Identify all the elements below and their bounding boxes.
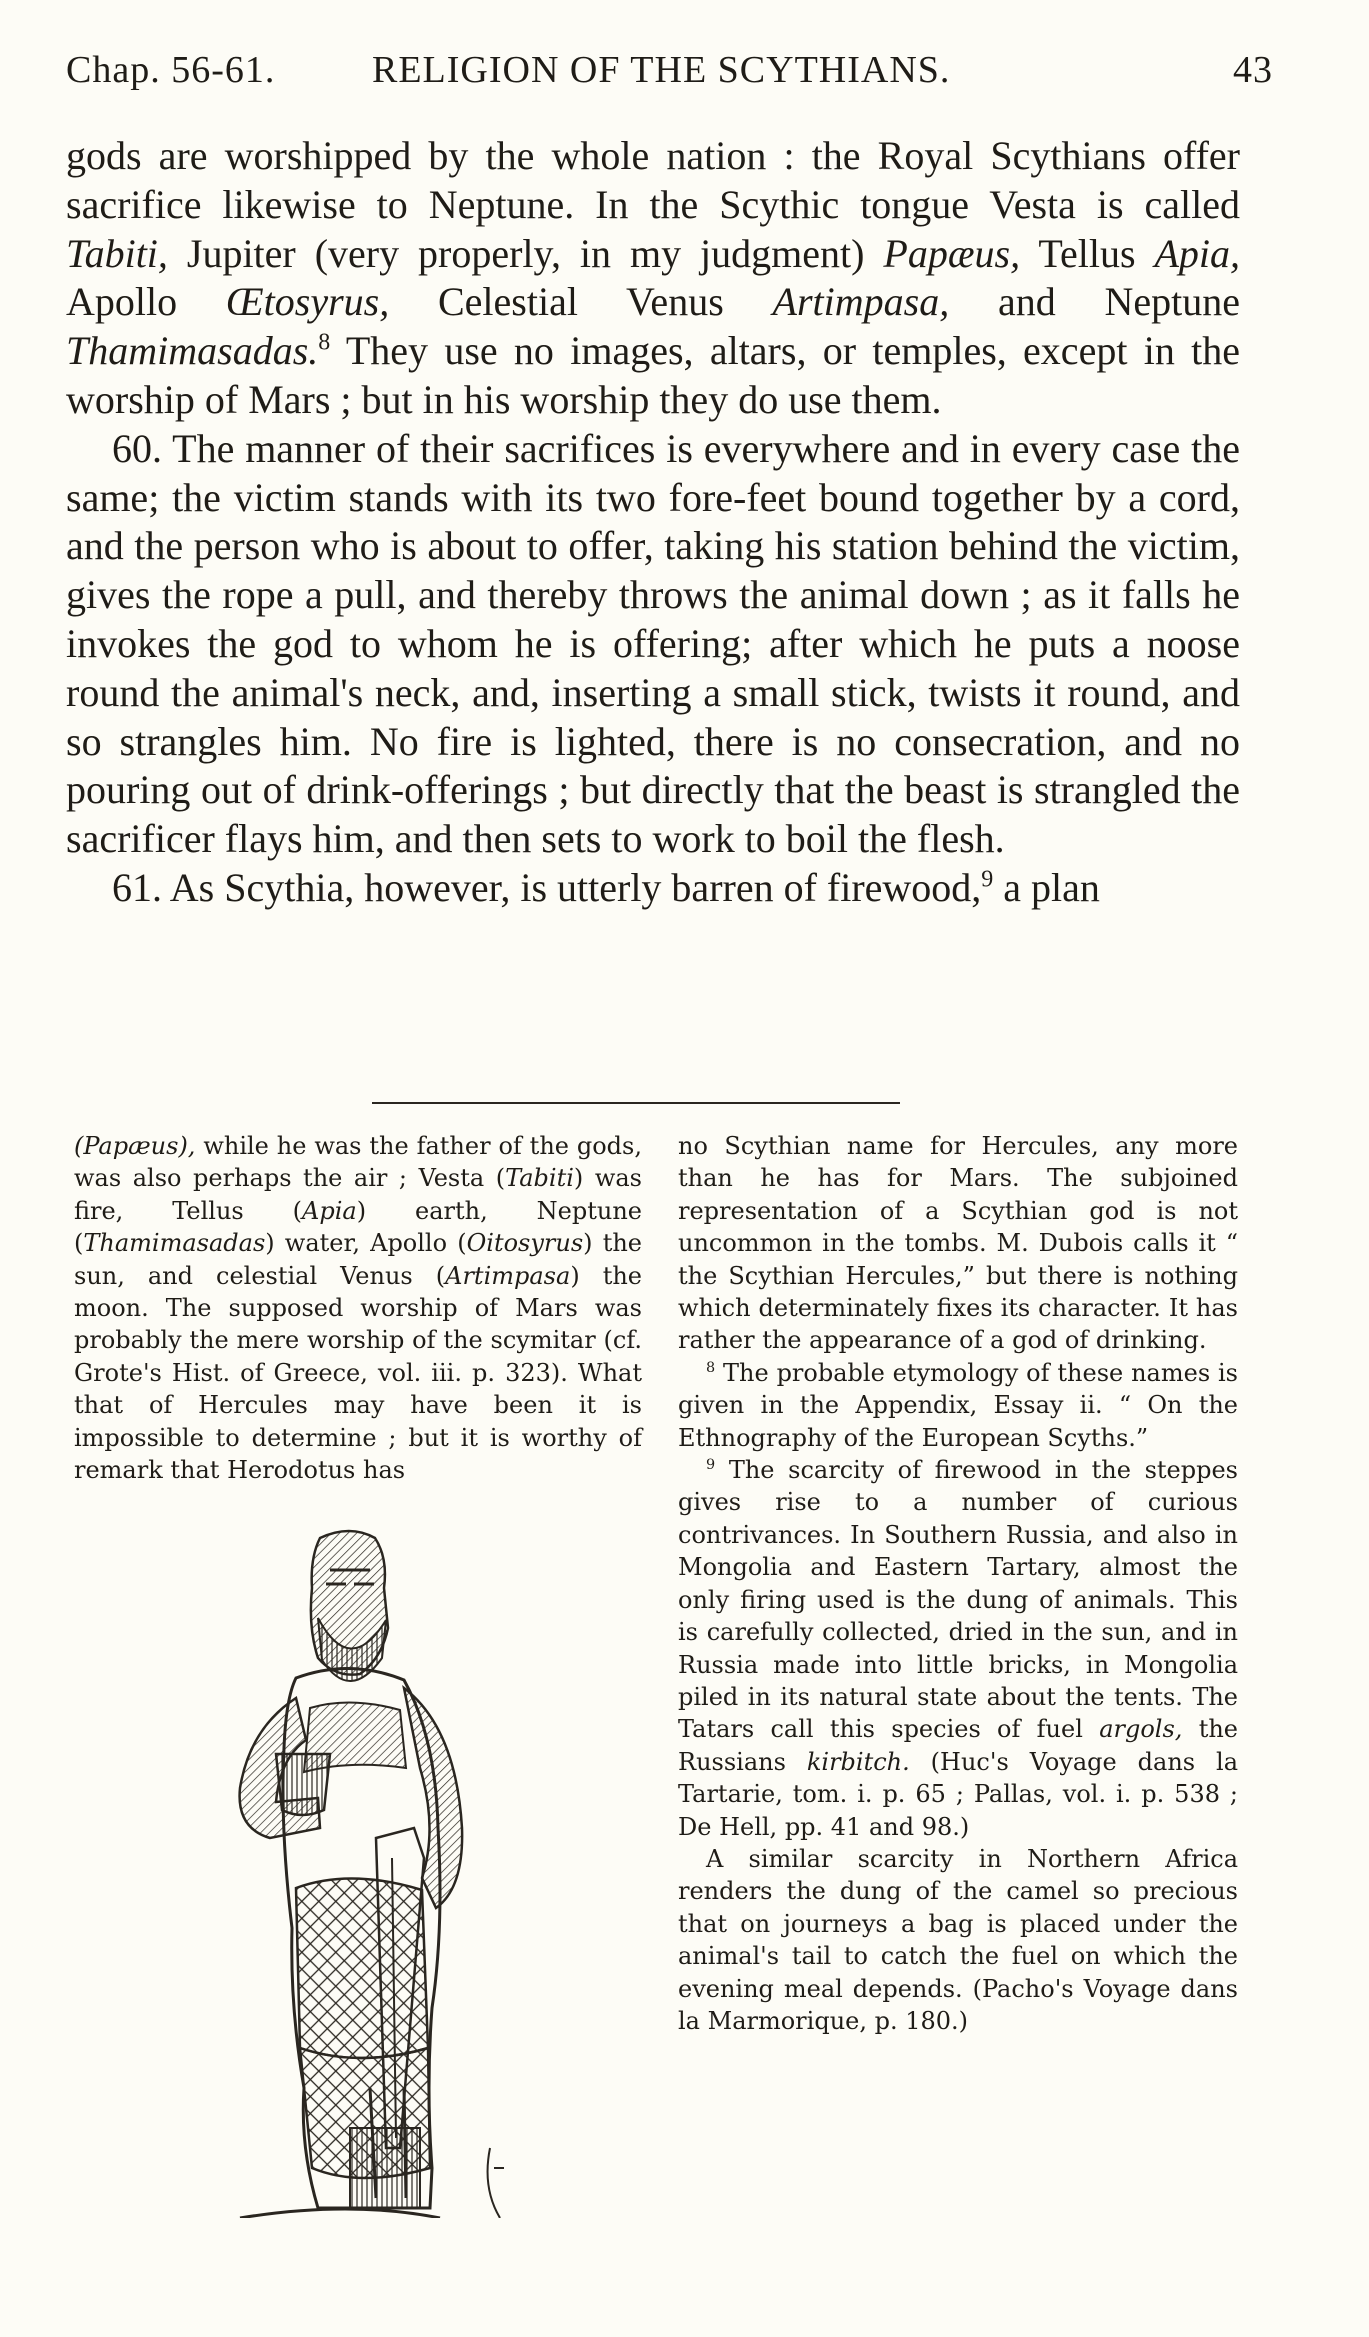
- chapter-reference: Chap. 56-61.: [66, 49, 276, 91]
- paragraph-60: 60. The manner of their sacrifices is everywhere and in every case the same; the victim stands with its two fore-feet bound together by a cord, and the person who is about to offer, taking his station behind the victim, gives the rope a pull, and thereby throws the animal down ; as it falls he invokes the god to whom he is offering; after which he puts a noose round the animal's neck, and, inserting a small stick, twists it round, and so strangles him. No fire is lighted, there is no consecration, and no pouring out of drink-offerings ; but directly that the beast is strangled the sacrificer flays him, and then sets to work to boil the flesh.: [66, 425, 1240, 862]
- footnote-8: $^8$ The probable etymology of these names is given in the Appendix, Essay ii. “ On the Ethnography of the European Scyths.”: [678, 1358, 1238, 1452]
- footnote-ref-8: 8: [318, 329, 331, 356]
- page-title: RELIGION OF THE SCYTHIANS.: [372, 49, 951, 91]
- scythian-god-illustration: [200, 1528, 530, 2218]
- footnote-ref-9: 9: [981, 866, 994, 893]
- footnotes-left-column: [74, 1130, 642, 1486]
- page-number: 43: [1233, 49, 1273, 91]
- footnotes-right-column: [678, 1130, 1238, 2037]
- footnote-divider: [372, 1102, 900, 1104]
- paragraph-59-end: gods are worshipped by the whole nation : the Royal Scythians offer sacrifice likewise to Neptune. In the Scythic tongue Vesta is called Tabiti, Jupiter (very properly, in my judgment) Papæus, Tellus Apia, Apollo Œtosyrus, Celestial Venus Artimpasa, and Neptune Thamimasadas.$^8$ They use no images, altars, or temples, except in the worship of Mars ; but in his worship they do use them.: [66, 133, 1241, 422]
- main-text: [66, 132, 1240, 913]
- footnote-9: $^9$ The scarcity of firewood in the steppes gives rise to a number of curious contrivances. In Southern Russia, and also in Mongolia and Eastern Tartary, almost the only firing used is the dung of animals. This is carefully collected, dried in the sun, and in Russia made into little bricks, in Mongolia piled in its natural state about the tents. The Tatars call this species of fuel argols, the Russians kirbitch. (Huc's Voyage dans la Tartarie, tom. i. p. 65 ; Pallas, vol. i. p. 538 ; De Hell, pp. 41 and 98.): [678, 1456, 1238, 1841]
- scythian-god-engraving: [200, 1528, 530, 2218]
- footnote-7-end: no Scythian name for Hercules, any more than he has for Mars. The subjoined representation of a Scythian god is not uncommon in the tombs. M. Dubois calls it “ the Scythian Hercules,” but there is nothing which determinately fixes its character. It has rather the appearance of a god of drinking.: [678, 1132, 1238, 1355]
- running-header: [0, 48, 1369, 108]
- footnote-9-paragraph-2: A similar scarcity in Northern Africa renders the dung of the camel so precious that on journeys a bag is placed under the animal's tail to catch the fuel on which the evening meal depends. (Pacho's Voyage dans la Marmorique, p. 180.): [678, 1844, 1238, 2035]
- paragraph-61: 61. As Scythia, however, is utterly barren of firewood,$^9$ a plan: [112, 864, 1100, 910]
- footnote-7-continuation: (Papæus), while he was the father of the gods, was also perhaps the air ; Vesta (Tabiti) was fire, Tellus (Apia) earth, Neptune (Thamimasadas) water, Apollo (Oitosyrus) the sun, and celestial Venus (Artimpasa) the moon. The supposed worship of Mars was probably the mere worship of the scymitar (cf. Grote's Hist. of Greece, vol. iii. p. 323). What that of Hercules may have been it is impossible to determine ; but it is worthy of remark that Herodotus has: [74, 1132, 642, 1485]
